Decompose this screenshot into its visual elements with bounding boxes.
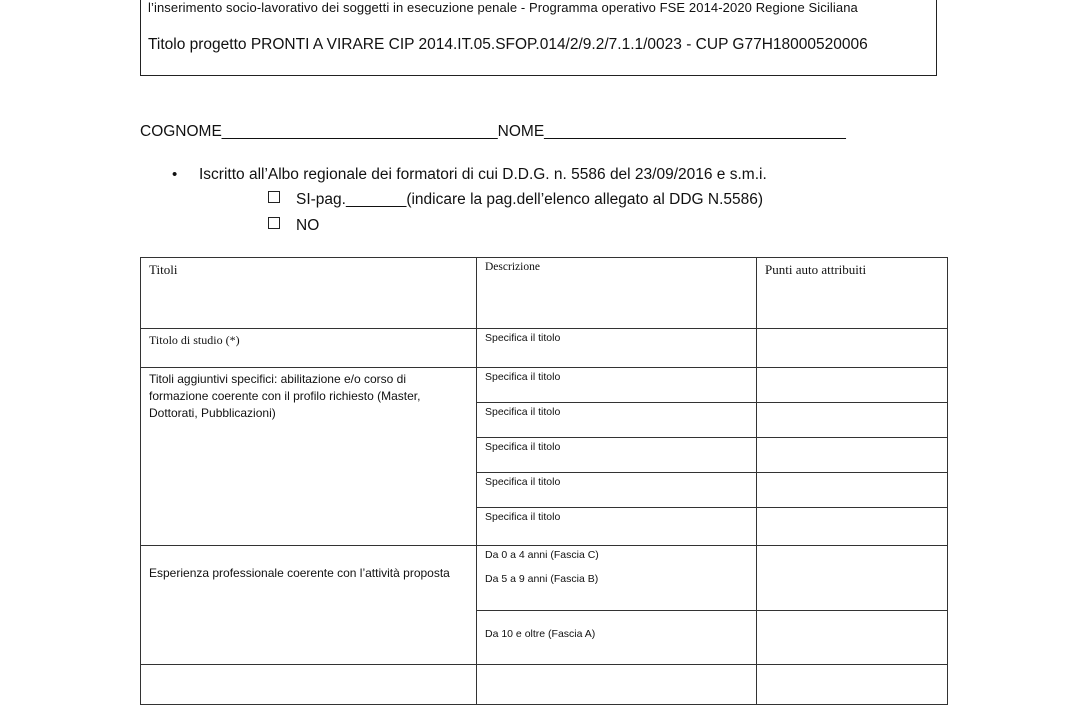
titoli-aggiuntivi-punti[interactable] bbox=[757, 368, 948, 403]
fascia-b-label: Da 5 a 9 anni (Fascia B) bbox=[485, 573, 599, 585]
table-row bbox=[141, 368, 948, 403]
table-row bbox=[141, 665, 948, 705]
titoli-aggiuntivi-punti[interactable] bbox=[757, 403, 948, 438]
titolo-studio-label: Titolo di studio (*) bbox=[141, 329, 477, 368]
esperienza-label: Esperienza professionale coerente con l’attività proposta bbox=[141, 546, 477, 665]
checkbox-no-icon[interactable] bbox=[268, 217, 280, 229]
option-si-label: SI-pag._______(indicare la pag.dell’elenco allegato al DDG N.5586) bbox=[296, 191, 764, 208]
header-descrizione: Descrizione bbox=[477, 258, 757, 329]
esperienza-fasce-cb[interactable] bbox=[477, 546, 757, 611]
titoli-aggiuntivi-desc[interactable]: Specifica il titolo bbox=[477, 473, 757, 508]
header-program-line: l’inserimento socio-lavorativo dei soggetti in esecuzione penale - Programma operativo FSE 2014-2020 Regione Siciliana bbox=[148, 0, 858, 15]
titoli-aggiuntivi-punti[interactable] bbox=[757, 508, 948, 546]
titles-table bbox=[140, 257, 948, 705]
esperienza-punti[interactable] bbox=[757, 611, 948, 665]
header-punti: Punti auto attribuiti bbox=[757, 258, 948, 329]
header-titoli: Titoli bbox=[141, 258, 477, 329]
table-row bbox=[141, 329, 948, 368]
option-no[interactable] bbox=[268, 217, 319, 235]
table-row bbox=[141, 546, 948, 611]
next-row-label bbox=[141, 665, 477, 705]
bullet-icon: • bbox=[172, 166, 178, 183]
option-no-label: NO bbox=[296, 217, 320, 234]
next-row-punti[interactable] bbox=[757, 665, 948, 705]
table-header-row bbox=[141, 258, 948, 329]
titoli-aggiuntivi-desc[interactable]: Specifica il titolo bbox=[477, 403, 757, 438]
titolo-studio-punti[interactable] bbox=[757, 329, 948, 368]
fascia-c-label: Da 0 a 4 anni (Fascia C) bbox=[485, 549, 599, 561]
cognome-nome-field[interactable]: COGNOME________________________________NOME___________________________________ bbox=[140, 123, 846, 140]
checkbox-si-icon[interactable] bbox=[268, 191, 280, 203]
option-si[interactable] bbox=[268, 191, 763, 209]
albo-statement: Iscritto all’Albo regionale dei formatori di cui D.D.G. n. 5586 del 23/09/2016 e s.m.i. bbox=[199, 166, 767, 183]
titoli-aggiuntivi-punti[interactable] bbox=[757, 473, 948, 508]
esperienza-punti[interactable] bbox=[757, 546, 948, 611]
titoli-aggiuntivi-punti[interactable] bbox=[757, 438, 948, 473]
fascia-a-label[interactable]: Da 10 e oltre (Fascia A) bbox=[477, 611, 757, 665]
titoli-aggiuntivi-desc[interactable]: Specifica il titolo bbox=[477, 438, 757, 473]
titoli-aggiuntivi-desc[interactable]: Specifica il titolo bbox=[477, 508, 757, 546]
next-row-desc[interactable] bbox=[477, 665, 757, 705]
titoli-aggiuntivi-label: Titoli aggiuntivi specifici: abilitazione e/o corso di formazione coerente con il profilo richiesto (Master, Dottorati, Pubblicazioni) bbox=[141, 368, 477, 546]
titolo-studio-desc[interactable]: Specifica il titolo bbox=[477, 329, 757, 368]
header-project-title: Titolo progetto PRONTI A VIRARE CIP 2014.IT.05.SFOP.014/2/9.2/7.1.1/0023 - CUP G77H18000520006 bbox=[148, 36, 868, 53]
titoli-aggiuntivi-desc[interactable]: Specifica il titolo bbox=[477, 368, 757, 403]
